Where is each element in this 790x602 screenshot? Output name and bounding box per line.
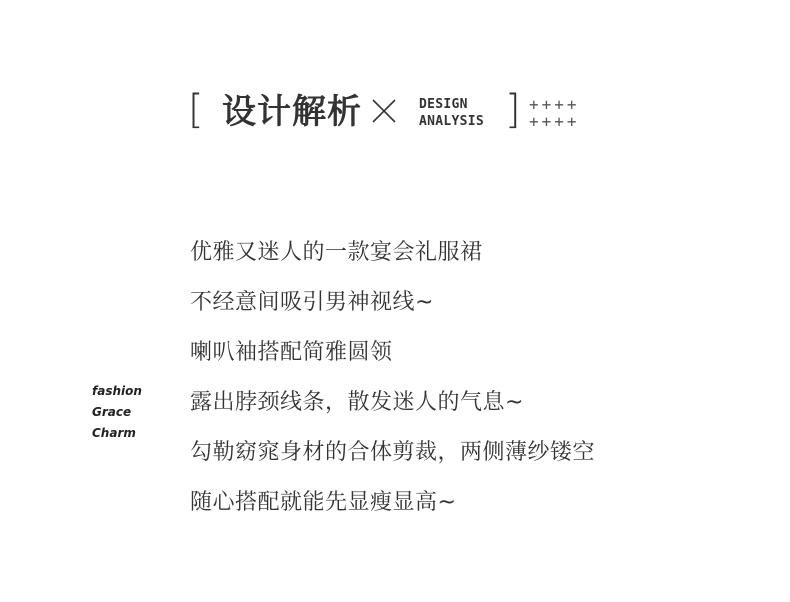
subtitle-line-analysis: ANALYSIS bbox=[419, 114, 485, 129]
keyword-fashion: fashion bbox=[92, 384, 142, 398]
keyword-charm: Charm bbox=[92, 426, 136, 440]
description-line: 勾勒窈窕身材的合体剪裁，两侧薄纱镂空 bbox=[190, 440, 596, 465]
keyword-grace: Grace bbox=[92, 405, 132, 419]
plus-row: ++++ bbox=[529, 112, 580, 131]
description-line: 喇叭袖搭配简雅圆领 bbox=[190, 340, 393, 365]
subtitle-line-design: DESIGN bbox=[419, 97, 468, 112]
description-line: 露出脖颈线条，散发迷人的气息~ bbox=[190, 390, 524, 415]
section-subtitle-en bbox=[419, 96, 484, 130]
section-header bbox=[0, 0, 790, 160]
right-bracket: ] bbox=[505, 87, 521, 133]
description-line: 不经意间吸引男神视线~ bbox=[190, 290, 434, 315]
left-bracket: [ bbox=[188, 87, 204, 133]
side-keywords bbox=[92, 381, 142, 444]
times-icon bbox=[371, 98, 397, 124]
description-line: 随心搭配就能先显瘦显高~ bbox=[190, 490, 457, 515]
design-description bbox=[190, 228, 750, 528]
description-line: 优雅又迷人的一款宴会礼服裙 bbox=[190, 240, 483, 265]
plus-row: ++++ bbox=[529, 95, 580, 114]
section-title: 设计解析 bbox=[222, 92, 362, 132]
plus-decoration bbox=[529, 96, 580, 130]
